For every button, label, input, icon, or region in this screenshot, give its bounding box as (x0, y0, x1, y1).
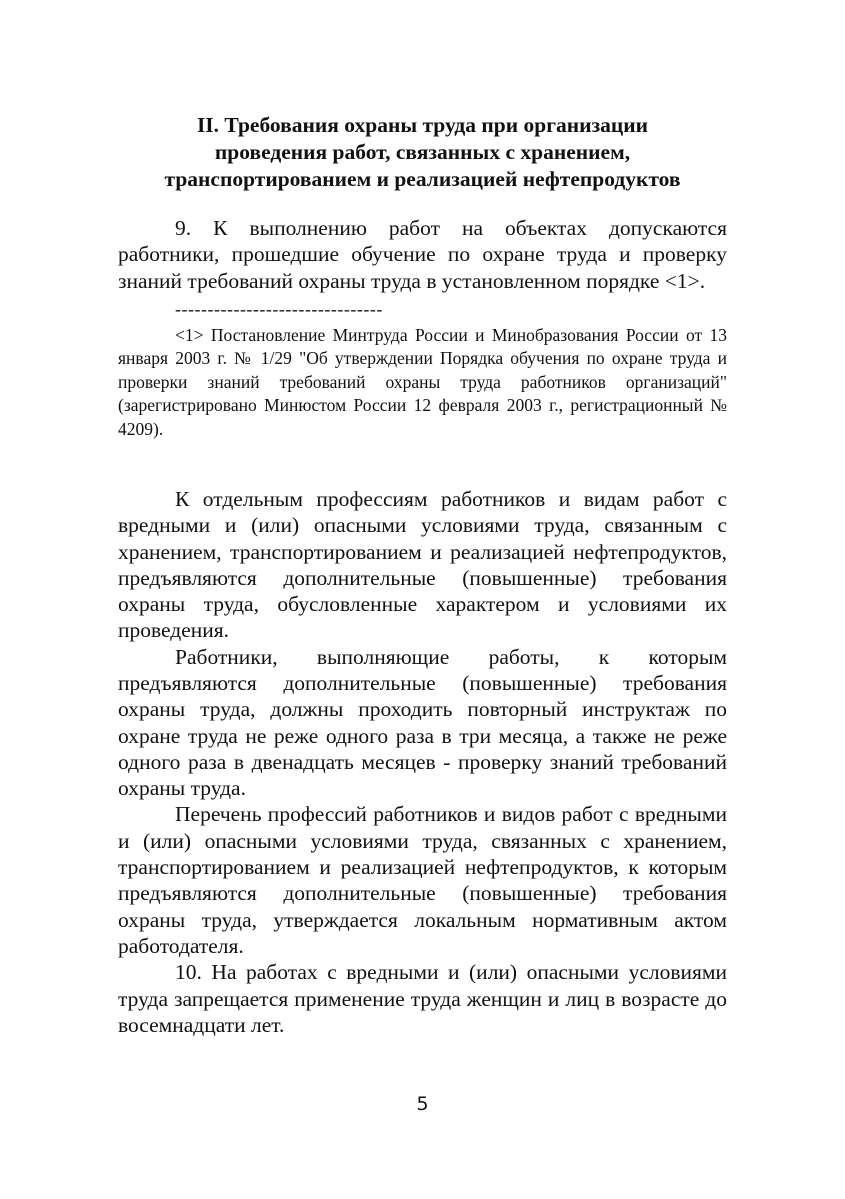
section-title-line-1: II. Требования охраны труда при организации (196, 113, 649, 137)
document-page (118, 112, 727, 1038)
section-title (118, 112, 727, 193)
footnote-separator: -------------------------------- (175, 298, 383, 319)
paragraph-10: 10. На работах с вредными и (или) опасными условиями труда запрещается применение труда женщин и лиц в возрасте до восемнадцати лет. (118, 960, 727, 1037)
footnote-1: <1> Постановление Минтруда России и Минобразования России от 13 января 2003 г. № 1/29 "Об утверждении Порядка обучения по охране труда и проверки знаний требований охраны труда работников организаций" (зарегистрировано Минюстом России 12 февраля 2003 г., регистрационный № 4209). (118, 324, 727, 439)
paragraph-workers: Работники, выполняющие работы, к которым предъявляются дополнительные (повышенные) требования охраны труда, должны проходить повторный инструктаж по охране труда не реже одного раза в три месяца, а также не реже одного раза в двенадцать месяцев - проверку знаний требований охраны труда. (118, 644, 727, 801)
section-title-line-2: проведения работ, связанных с хранением, (214, 140, 631, 164)
paragraph-9: 9. К выполнению работ на объектах допускаются работники, прошедшие обучение по охране труда и проверку знаний требований охраны труда в установленном порядке <1>. (118, 216, 727, 293)
paragraph-list: Перечень профессий работников и видов работ с вредными и (или) опасными условиями труда, связанных с хранением, транспортированием и реализацией нефтепродуктов, к которым предъявляются дополнительные (повышенные) требования охраны труда, утверждается локальным нормативным актом работодателя. (118, 802, 727, 958)
section-title-line-3: транспортированием и реализацией нефтепродуктов (164, 167, 681, 191)
page-number: 5 (416, 1093, 429, 1115)
paragraph-professions: К отдельным профессиям работников и видам работ с вредными и (или) опасными условиями труда, связанным с хранением, транспортированием и реализацией нефтепродуктов, предъявляются дополнительные (повышенные) требования охраны труда, обусловленные характером и условиями их проведения. (118, 486, 727, 643)
